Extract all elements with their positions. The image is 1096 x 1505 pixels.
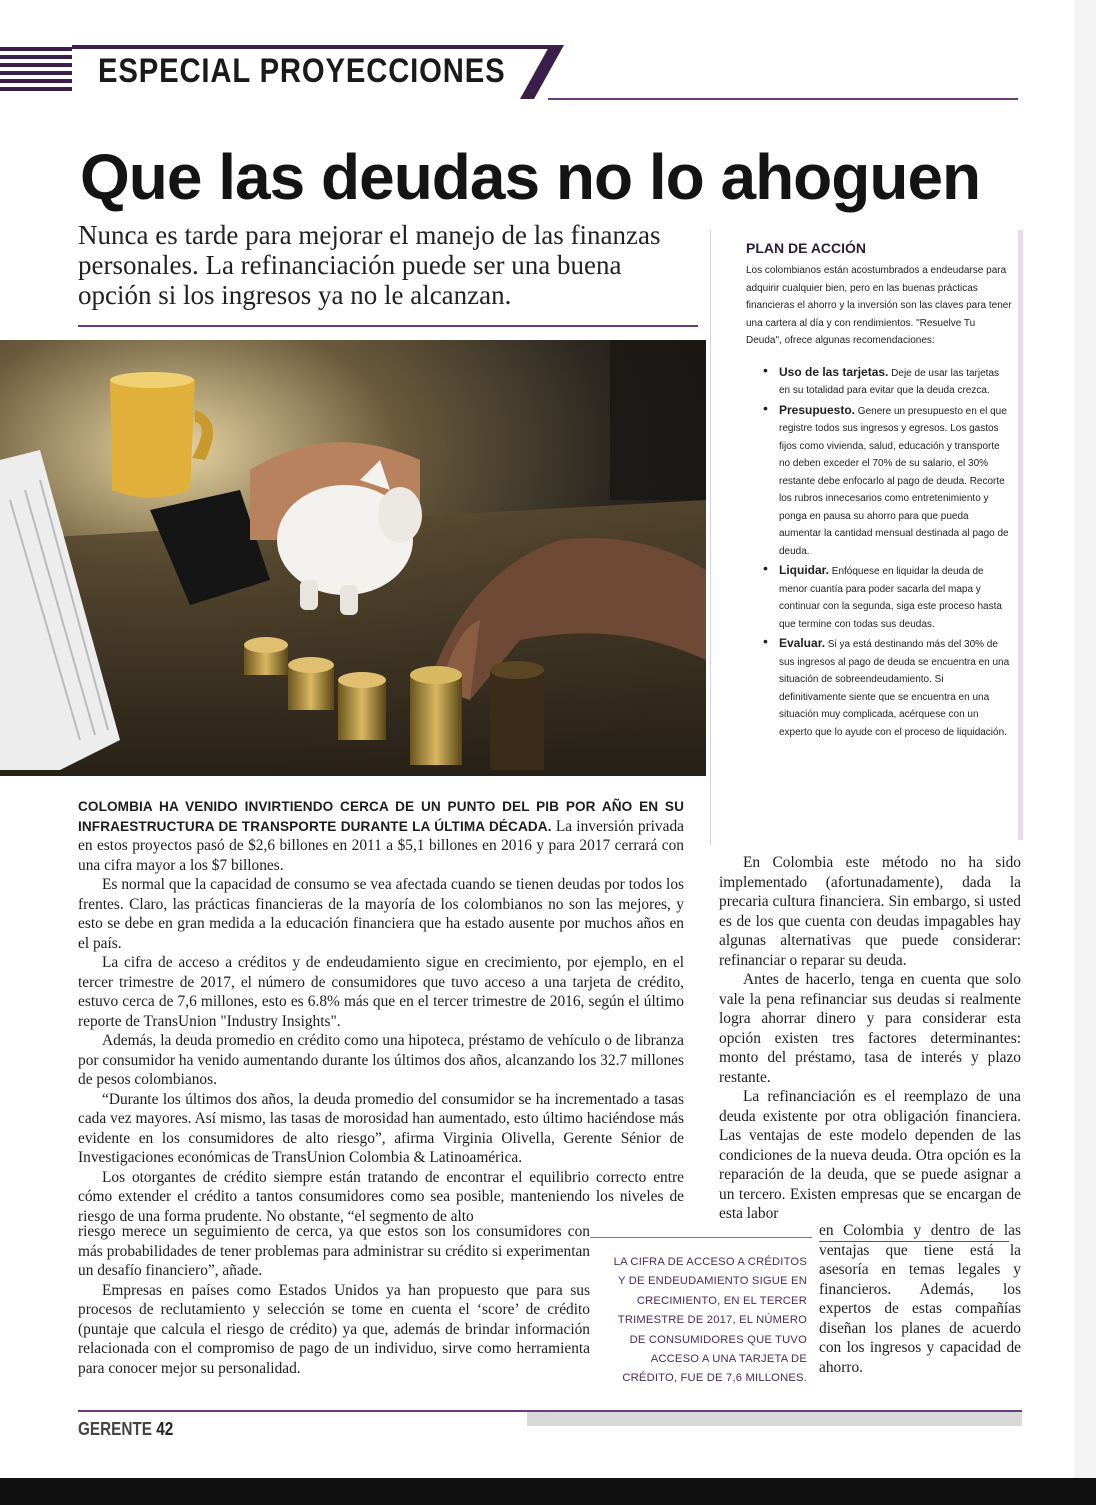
page-number: 42 (156, 1419, 174, 1439)
sidebar-list-item (779, 364, 1012, 400)
sidebar-divider (710, 230, 711, 845)
body-column-2 (719, 853, 1021, 1224)
header-stripes (0, 47, 72, 97)
sidebar-item-term: Uso de las tarjetas. (779, 364, 889, 379)
sidebar-item-term: Presupuesto. (779, 402, 856, 417)
sidebar-list-item (779, 562, 1012, 633)
body-paragraph: Los otorgantes de crédito siempre están tratando de encontrar el equilibrio correcto entre cómo extender el crédito a tantos consumidores como sea posible, manteniendo los niveles de riesgo de una forma prudente. No obstante, “el segmento de alto (78, 1168, 684, 1225)
article-photo (0, 340, 706, 776)
sidebar-list (746, 364, 1012, 742)
lead-paragraph (78, 797, 684, 875)
lede-rule (78, 325, 698, 327)
page-edge (1074, 0, 1096, 1505)
sidebar-item-text: Genere un presupuesto en el que registre todos sus ingresos y egresos. Los gastos fijos como vivienda, salud, educación y transporte no deben exceder el 70% de su salario, el 30% restante debe enfocarlo al pago de deuda. Recorte los rubros innecesarios como entretenimiento y ponga en pausa su ahorro para que pueda aumentar la cantidad mensual destinada al pago de deuda. (779, 405, 1009, 557)
sidebar-title: PLAN DE ACCIÓN (746, 240, 867, 256)
scan-edge (0, 1478, 1096, 1505)
body-paragraph: Empresas en países como Estados Unidos ya han propuesto que para sus procesos de reclutamiento y selección se tome en cuenta el ‘score’ de crédito (puntaje que calcula el riesgo de crédito) ya que, además de brindar información relacionada con el compromiso de pago de un individuo, sirve como herramienta para conocer mejor su personalidad. (78, 1281, 590, 1377)
article-title: Que las deudas no lo ahoguen (80, 141, 981, 213)
body-paragraph: La refinanciación es el reemplazo de una deuda existente por otra obligación financiera. Las ventajas de este modelo dependen de las condiciones de la nueva deuda. Otra opción es la reparación de la deuda, que se puede asignar a un tercero. Existen empresas que se encargan de esta labor (719, 1088, 1021, 1222)
footer-bar (527, 1412, 1022, 1426)
sidebar-intro: Los colombianos están acostumbrados a endeudarse para adquirir cualquier bien, pero en las buenas prácticas financieras el ahorro y la inversión son las claves para tener una cartera al día y con rendimientos. "Resuelve Tu Deuda", ofrece algunas recomendaciones: (746, 265, 1012, 346)
sidebar-item-text: Deje de usar las tarjetas en su totalidad para evitar que la deuda crezca. (779, 367, 1000, 396)
body-paragraph: Además, la deuda promedio en crédito como una hipoteca, préstamo de vehículo o de libranza por consumidor ha venido aumentando durante los últimos dos años, alcanzando los 32.7 millones de pesos colombianos. (78, 1032, 684, 1088)
footer-folio (78, 1419, 173, 1440)
body-paragraph: La cifra de acceso a créditos y de endeudamiento sigue en crecimiento, por ejemplo, en el tercer trimestre de 2017, el número de consumidores que tuvo acceso a una tarjeta de crédito, estuvo cerca de 7,6 millones, esto es 6.8% más que en el tercer trimestre de 2016, según el último reporte de TransUnion "Industry Insights". (78, 954, 684, 1030)
article-lede: Nunca es tarde para mejorar el manejo de las finanzas personales. La refinanciación puede ser una buena opción si los ingresos ya no le alcanzan. (78, 220, 661, 310)
body-column-2-lower (819, 1221, 1021, 1377)
body-paragraph: “Durante los últimos dos años, la deuda promedio del consumidor se ha incrementado a tasas cada vez mayores. Así mismo, las tasas de morosidad han aumentado, esto último haciéndose más evidente en los consumidores de alto riesgo”, afirma Virginia Olivella, Gerente Sénior de Investigaciones económicas de TransUnion Colombia & Latinoamérica. (78, 1090, 684, 1166)
sidebar-plan-de-accion (746, 240, 1012, 743)
header-slash (520, 45, 564, 99)
magazine-name: GERENTE (78, 1419, 152, 1439)
sidebar-item-text: Enfóquese en liquidar la deuda de menor cuantía para poder sacarla del mapa y continuar con la segunda, siga este proceso hasta que termine con todas sus deudas. (779, 566, 1002, 630)
sidebar-item-term: Evaluar. (779, 636, 826, 650)
body-paragraph: Es normal que la capacidad de consumo se vea afectada cuando se tienen deudas por todos los frentes. Claro, las prácticas financieras de la mayoría de los colombianos no son las mejores, y esto se debe en gran medida a la educación financiera que ha estado ausente por muchos años en el país. (78, 876, 684, 952)
sidebar-item-term: Liquidar. (779, 563, 830, 577)
lead-caps: COLOMBIA HA VENIDO INVIRTIENDO CERCA DE UN PUNTO DEL PIB POR AÑO EN SU INFRAESTRUCTURA DE TRANSPORTE DURANTE LA ÚLTIMA DÉCADA. (78, 799, 684, 834)
section-label: ESPECIAL PROYECCIONES (98, 52, 506, 90)
body-paragraph: Antes de hacerlo, tenga en cuenta que solo vale la pena refinanciar sus deudas si realmente logra ahorrar dinero y para considerar esta opción existen tres factores determinantes: monto del préstamo, tasa de interés y plazo restante. (719, 971, 1021, 1086)
sidebar-accent-bar (1018, 230, 1023, 840)
body-paragraph: riesgo merece un seguimiento de cerca, ya que estos son los consumidores con más probabilidades de tener problemas para administrar su crédito si experimentan un desafío financiero”, añade. (78, 1223, 590, 1279)
sidebar-list-item (779, 402, 1012, 561)
lead-text: La inversión privada en estos proyectos pasó de $2,6 billones en 2011 a $5,1 billones en 2016 y para 2017 cerrará con una cifra mayor a los $7 billones. (78, 817, 684, 874)
body-column-1 (78, 797, 684, 1226)
pullquote-rule (590, 1237, 812, 1238)
sidebar-list-item (779, 635, 1012, 741)
header-rule (548, 98, 1018, 100)
body-paragraph: en Colombia y dentro de las ventajas que tiene está la asesoría en temas legales y financieros. Además, los expertos de estas compañías diseñan los planes de acuerdo con los ingresos y capacidad de ahorro. (819, 1222, 1021, 1376)
sidebar-item-text: Si ya está destinando más del 30% de sus ingresos al pago de deuda se encuentra en una situación de sobreendeudamiento. Si definitivamente siente que se encuentra en una situación muy complicada, acérquese con un experto que lo ayude con el proceso de liquidación. (779, 639, 1010, 738)
pullquote: LA CIFRA DE ACCESO A CRÉDITOS Y DE ENDEUDAMIENTO SIGUE EN CRECIMIENTO, EN EL TERCER TRIMESTRE DE 2017, EL NÚMERO DE CONSUMIDORES QUE TUVO ACCESO A UNA TARJETA DE CRÉDITO, FUE DE 7,6 MILLONES. (613, 1256, 807, 1385)
body-column-1-lower (78, 1222, 590, 1378)
body-paragraph: En Colombia este método no ha sido implementado (afortunadamente), dada la precaria cultura financiera. Sin embargo, si usted es de los que cuenta con deudas impagables hay algunas alternativas que puede considerar: refinanciar o reparar su deuda. (719, 854, 1021, 969)
